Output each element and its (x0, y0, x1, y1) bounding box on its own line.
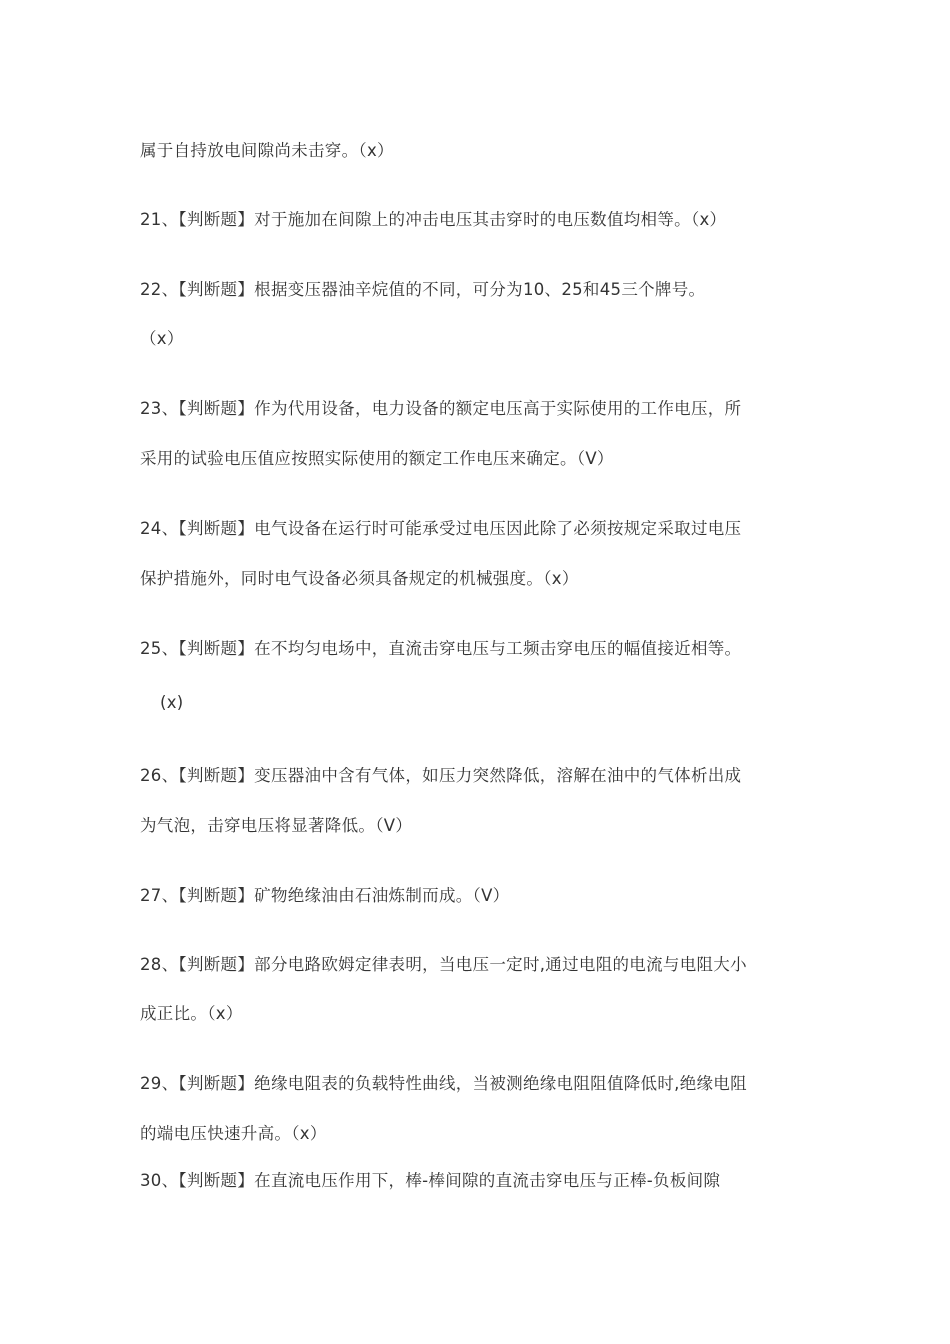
question-27: 27、【判断题】矿物绝缘油由石油炼制而成。（V） (140, 886, 510, 905)
text-line: 的端电压快速升高。（x） (140, 1124, 327, 1143)
question-24: 24、【判断题】电气设备在运行时可能承受过电压因此除了必须按规定采取过电压 (140, 519, 742, 538)
question-26: 26、【判断题】变压器油中含有气体，如压力突然降低，溶解在油中的气体析出成 (140, 766, 742, 785)
text-line: （x） (140, 329, 184, 348)
text-line: 保护措施外，同时电气设备必须具备规定的机械强度。（x） (140, 569, 579, 588)
question-22: 22、【判断题】根据变压器油辛烷值的不同，可分为10、25和45三个牌号。 (140, 280, 706, 299)
question-30: 30、【判断题】在直流电压作用下，棒-棒间隙的直流击穿电压与正棒-负板间隙 (140, 1171, 721, 1190)
text-line: 成正比。（x） (140, 1004, 243, 1023)
question-28: 28、【判断题】部分电路欧姆定律表明，当电压一定时,通过电阻的电流与电阻大小 (140, 955, 747, 974)
question-21: 21、【判断题】对于施加在间隙上的冲击电压其击穿时的电压数值均相等。（x） (140, 210, 727, 229)
question-29: 29、【判断题】绝缘电阻表的负载特性曲线，当被测绝缘电阻阻值降低时,绝缘电阻 (140, 1074, 747, 1093)
text-line: 为气泡，击穿电压将显著降低。（V） (140, 816, 413, 835)
text-line: (x) (160, 693, 184, 712)
question-25: 25、【判断题】在不均匀电场中，直流击穿电压与工频击穿电压的幅值接近相等。 (140, 639, 742, 658)
text-line: 采用的试验电压值应按照实际使用的额定工作电压来确定。（V） (140, 449, 614, 468)
text-line: 属于自持放电间隙尚未击穿。（x） (140, 141, 394, 160)
question-23: 23、【判断题】作为代用设备，电力设备的额定电压高于实际使用的工作电压，所 (140, 399, 742, 418)
